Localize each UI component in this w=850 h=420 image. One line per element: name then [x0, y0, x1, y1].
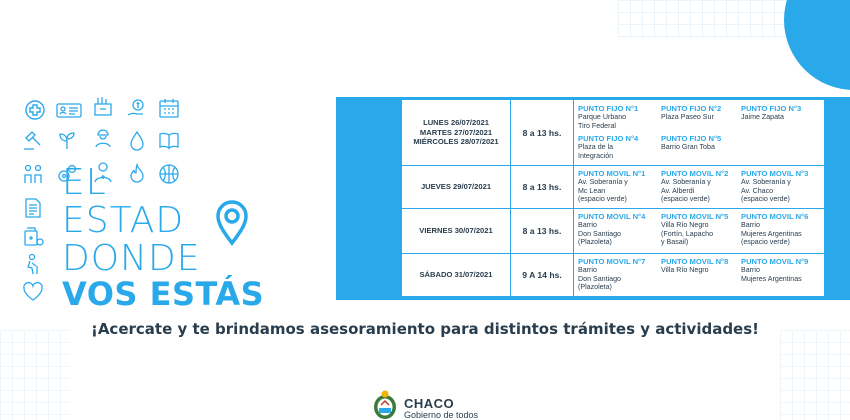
- family-icon: [22, 163, 44, 185]
- point-desc: Plaza Paseo Sur: [661, 113, 714, 121]
- money-hand-icon: [126, 97, 148, 119]
- day-cell: [402, 208, 511, 253]
- point-desc: Barrio: [578, 266, 597, 274]
- location-point: [578, 257, 660, 292]
- day-label: MIÉRCOLES 28/07/2021: [413, 137, 499, 147]
- point-desc: Barrio Gran Toba: [661, 143, 715, 151]
- headline-line-4: VOS ESTÁS: [62, 275, 265, 313]
- point-desc: Tiro Federal: [578, 121, 616, 130]
- day-cell: [402, 253, 511, 296]
- point-title: PUNTO MOVIL N°6: [741, 212, 809, 221]
- point-desc: Integración: [578, 151, 614, 160]
- point-desc: Parque Urbano: [578, 113, 627, 121]
- point-desc: Jaime Zapata: [741, 113, 784, 121]
- point-desc: (espacio verde): [741, 195, 790, 204]
- heart-icon: [22, 281, 44, 303]
- basketball-icon: [158, 163, 180, 185]
- headline-line-1: EL: [62, 162, 107, 203]
- location-point: [578, 134, 660, 160]
- point-title: PUNTO FIJO N°2: [661, 104, 722, 113]
- gavel-icon: [22, 129, 44, 151]
- hours-cell: [511, 100, 574, 165]
- info-message: ¡Acercate y te brindamos asesoramiento para distintos trámites y actividades!: [90, 320, 760, 338]
- school-supplies-icon: [92, 95, 114, 117]
- point-desc: Mujeres Argentinas: [741, 229, 802, 238]
- worker-icon: [92, 127, 114, 149]
- document-icon: [22, 197, 44, 219]
- point-title: PUNTO FIJO N°3: [741, 104, 802, 113]
- point-title: PUNTO MOVIL N°8: [661, 257, 729, 266]
- point-desc: Av. Soberanía y: [578, 178, 628, 186]
- day-label: MARTES 27/07/2021: [419, 127, 493, 137]
- point-title: PUNTO MOVIL N°9: [741, 257, 809, 266]
- location-point: [661, 257, 743, 275]
- hours-label: 8 a 13 hs.: [522, 127, 562, 138]
- location-point: [661, 212, 743, 247]
- headline-line-3: DONDE: [62, 238, 201, 279]
- location-point: [741, 257, 823, 283]
- day-cell: [402, 165, 511, 208]
- point-title: PUNTO MOVIL N°4: [578, 212, 646, 221]
- logo-tagline: Gobierno de todos: [404, 410, 479, 420]
- schedule-row: [402, 208, 824, 254]
- medical-cross-icon: [24, 99, 46, 121]
- location-pin-icon: [214, 198, 250, 246]
- schedule-row: [402, 253, 824, 296]
- schedule-row: [402, 100, 824, 166]
- point-title: PUNTO MOVIL N°7: [578, 257, 646, 266]
- point-desc: Barrio: [741, 221, 760, 229]
- point-title: PUNTO MOVIL N°2: [661, 169, 729, 178]
- location-point: [661, 169, 743, 204]
- headline-line-2: ESTAD: [62, 200, 185, 241]
- point-desc: (Fortín, Lapacho: [661, 229, 714, 238]
- point-title: PUNTO FIJO N°4: [578, 134, 639, 143]
- point-desc: Don Santiago: [578, 274, 621, 283]
- point-desc: Plaza de la: [578, 143, 614, 151]
- day-cell: [402, 100, 511, 165]
- point-title: PUNTO MOVIL N°5: [661, 212, 729, 221]
- point-desc: (Plazoleta): [578, 238, 612, 247]
- location-point: [578, 104, 660, 130]
- medicine-icon: [22, 225, 44, 247]
- point-desc: (Plazoleta): [578, 283, 612, 292]
- decorative-grid: [618, 0, 803, 38]
- point-desc: Barrio: [741, 266, 760, 274]
- point-desc: Av. Soberanía y: [741, 178, 791, 186]
- schedule-row: [402, 165, 824, 209]
- location-point: [741, 169, 823, 204]
- point-title: PUNTO FIJO N°5: [661, 134, 722, 143]
- crest-icon: [372, 390, 398, 420]
- day-label: LUNES 26/07/2021: [423, 118, 489, 128]
- decorative-circle: [784, 0, 850, 90]
- point-desc: Av. Soberanía y: [661, 178, 711, 186]
- fire-icon: [126, 163, 148, 185]
- schedule-table: [402, 100, 824, 296]
- location-point: [661, 104, 743, 122]
- book-icon: [158, 129, 180, 151]
- location-point: [578, 169, 660, 204]
- hours-cell: [511, 253, 574, 296]
- point-desc: (espacio verde): [578, 195, 627, 204]
- day-label: SÁBADO 31/07/2021: [419, 269, 493, 279]
- point-desc: Villa Río Negro: [661, 221, 709, 229]
- calendar-icon: [158, 97, 180, 119]
- decorative-grid: [780, 330, 850, 420]
- point-title: PUNTO MOVIL N°1: [578, 169, 646, 178]
- hours-cell: [511, 208, 574, 253]
- point-desc: Av. Chaco: [741, 186, 774, 195]
- point-desc: (espacio verde): [661, 195, 710, 204]
- hours-label: 9 A 14 hs.: [522, 269, 562, 280]
- point-desc: Barrio: [578, 221, 597, 229]
- decorative-grid: [0, 330, 70, 420]
- point-title: PUNTO MOVIL N°3: [741, 169, 809, 178]
- day-label: VIERNES 30/07/2021: [419, 225, 493, 235]
- hours-cell: [511, 165, 574, 208]
- elderly-icon: [22, 253, 44, 275]
- point-desc: Don Santiago: [578, 229, 621, 238]
- point-desc: Av. Alberdi: [661, 186, 695, 195]
- location-point: [661, 134, 743, 152]
- day-label: JUEVES 29/07/2021: [420, 181, 492, 191]
- point-desc: Villa Río Negro: [661, 266, 709, 274]
- location-point: [578, 212, 660, 247]
- hours-label: 8 a 13 hs.: [522, 181, 562, 192]
- point-desc: Mc Lean: [578, 186, 606, 195]
- point-desc: (espacio verde): [741, 238, 790, 247]
- hours-label: 8 a 13 hs.: [522, 225, 562, 236]
- water-drop-icon: [126, 129, 148, 151]
- point-title: PUNTO FIJO N°1: [578, 104, 639, 113]
- point-desc: y Basail): [661, 238, 689, 247]
- location-point: [741, 104, 823, 122]
- id-card-icon: [56, 99, 82, 121]
- seedling-icon: [56, 129, 78, 151]
- point-desc: Mujeres Argentinas: [741, 274, 802, 283]
- logo-name: CHACO: [404, 396, 455, 411]
- location-point: [741, 212, 823, 247]
